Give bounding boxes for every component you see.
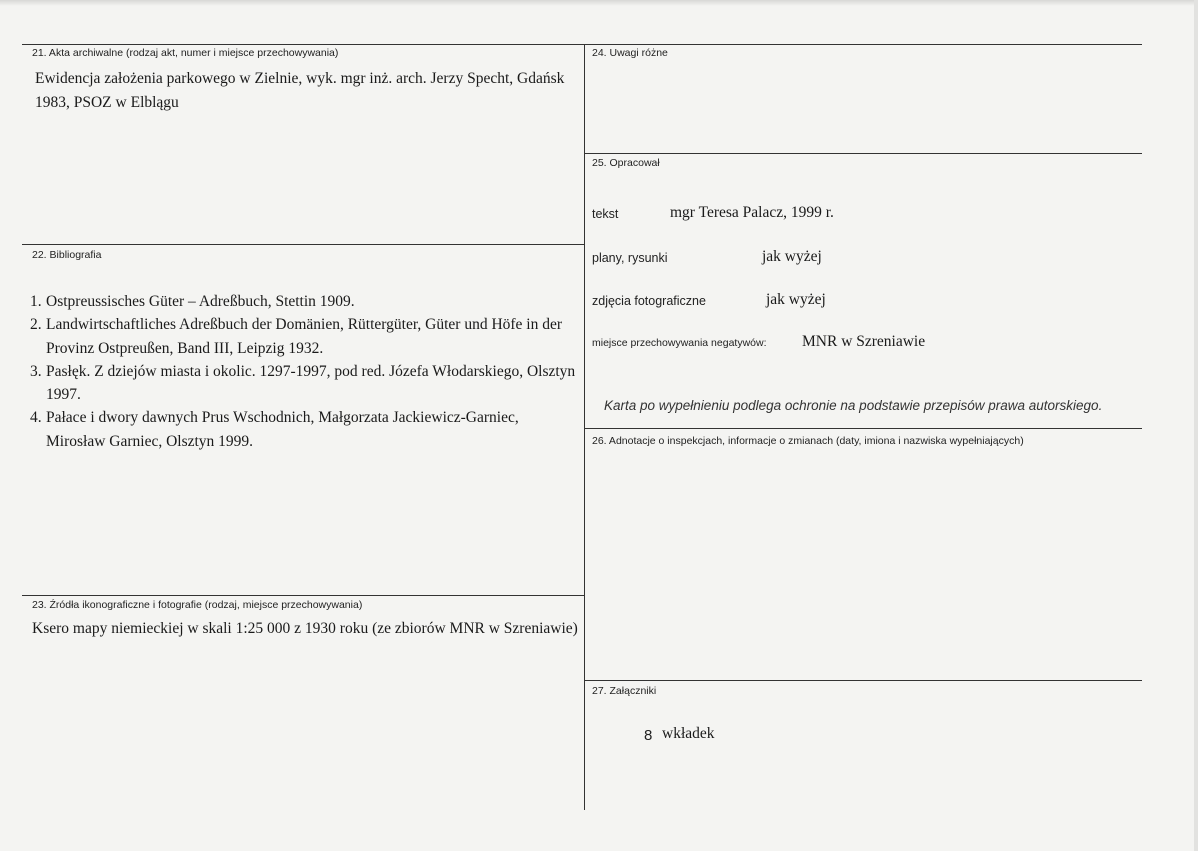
bibliography-text: Mirosław Garniec, Olsztyn 1999. — [46, 432, 254, 450]
column-divider — [584, 44, 585, 810]
rule-27-top — [584, 680, 1142, 681]
rule-21-top — [22, 44, 584, 45]
zdjecia-value: jak wyżej — [766, 291, 826, 308]
section-21-label: 21. Akta archiwalne (rodzaj akt, numer i miejsce przechowywania) — [32, 47, 339, 59]
rule-23-top — [22, 595, 584, 596]
zdjecia-label: zdjęcia fotograficzne — [592, 294, 706, 308]
bibliography-text: Ostpreussisches Güter – Adreßbuch, Stettin 1909. — [46, 293, 355, 310]
bibliography-text: 1997. — [46, 386, 81, 404]
section-27-label: 27. Załączniki — [592, 685, 657, 697]
miejsce-value: MNR w Szreniawie — [802, 333, 926, 350]
section-22-label: 22. Bibliografia — [32, 249, 102, 261]
copyright-note: Karta po wypełnieniu podlega ochronie na podstawie przepisów prawa autorskiego. — [604, 398, 1103, 413]
section-23-label: 23. Źródła ikonograficzne i fotografie (rodzaj, miejsce przechowywania) — [32, 599, 363, 611]
section-21-line-2: 1983, PSOZ w Elblągu — [35, 94, 179, 111]
bibliography-item — [32, 313, 575, 360]
bibliography-item — [32, 290, 575, 313]
plany-value: jak wyżej — [762, 248, 822, 265]
rule-25-top — [584, 153, 1142, 154]
bibliography-text: Provinz Ostpreußen, Band III, Leipzig 1932. — [46, 339, 324, 357]
section-24-label: 24. Uwagi różne — [592, 47, 668, 59]
section-21-line-1: Ewidencja założenia parkowego w Zielnie, wyk. mgr inż. arch. Jerzy Specht, Gdańsk — [35, 70, 565, 87]
rule-22-top — [22, 244, 584, 245]
section-26-label: 26. Adnotacje o inspekcjach, informacje o zmianach (daty, imiona i nazwiska wypełniających) — [592, 435, 1024, 447]
section-25-label: 25. Opracował — [592, 157, 660, 169]
bibliography-list — [32, 290, 575, 453]
bibliography-number: 4. — [30, 409, 42, 427]
plany-label: plany, rysunki — [592, 251, 668, 265]
miejsce-label: miejsce przechowywania negatywów: — [592, 337, 767, 349]
right-edge — [1194, 0, 1198, 851]
tekst-value: mgr Teresa Palacz, 1999 r. — [670, 204, 834, 221]
bibliography-text: Pasłęk. Z dziejów miasta i okolic. 1297-1997, pod red. Józefa Włodarskiego, Olsztyn — [46, 362, 576, 380]
bibliography-number: 2. — [30, 316, 42, 334]
bibliography-number: 3. — [30, 362, 42, 380]
rule-26-top — [584, 428, 1142, 429]
bibliography-text: Pałace i dwory dawnych Prus Wschodnich, Małgorzata Jackiewicz-Garniec, — [46, 409, 519, 427]
bibliography-item — [32, 360, 575, 407]
section-23-text: Ksero mapy niemieckiej w skali 1:25 000 z 1930 roku (ze zbiorów MNR w Szreniawie) — [32, 620, 578, 637]
rule-24-top — [584, 44, 1142, 45]
bibliography-number: 1. — [30, 293, 42, 310]
attachments-count: 8 — [644, 727, 653, 744]
bibliography-item — [32, 406, 575, 453]
tekst-label: tekst — [592, 207, 619, 221]
attachments-unit: wkładek — [662, 725, 715, 742]
bibliography-text: Landwirtschaftliches Adreßbuch der Domänien, Rüttergüter, Güter und Höfe in der — [46, 316, 563, 334]
top-edge-shadow — [0, 0, 1198, 6]
